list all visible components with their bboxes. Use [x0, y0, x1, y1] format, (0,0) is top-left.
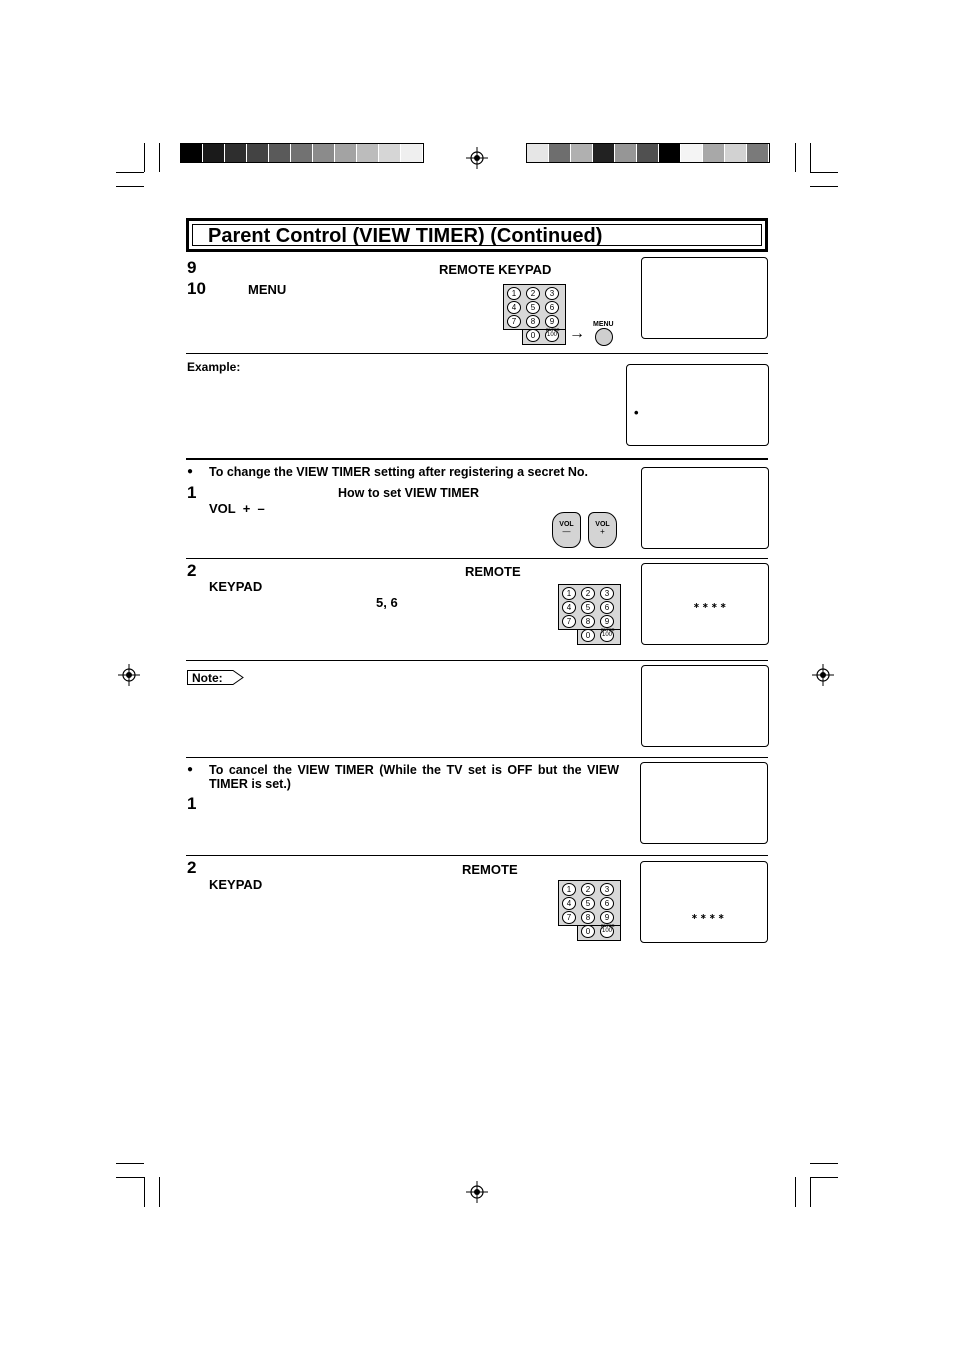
keypad-key-5[interactable]: 5	[581, 601, 595, 614]
vol-minus-sign: —	[562, 527, 571, 536]
secret-code-display: ∗ ∗ ∗ ∗	[693, 601, 727, 610]
cancel-heading-line-1: To cancel the VIEW TIMER (While the TV set is OFF but the VIEW	[209, 763, 619, 777]
color-bar-left	[180, 143, 424, 163]
keypad-key-0[interactable]: 0	[581, 925, 595, 938]
crop-mark	[116, 1177, 144, 1178]
example-label: Example:	[187, 360, 241, 374]
keypad-key-5[interactable]: 5	[581, 897, 595, 910]
secret-code-display: ∗ ∗ ∗ ∗	[691, 912, 725, 921]
crop-mark	[810, 186, 838, 187]
color-swatch	[269, 144, 291, 162]
vol-plus-button[interactable]	[588, 512, 617, 548]
tv-screen	[641, 665, 769, 747]
remote-keypad	[558, 584, 618, 644]
color-swatch	[379, 144, 401, 162]
color-swatch	[703, 144, 725, 162]
keypad-key-8[interactable]: 8	[581, 615, 595, 628]
keypad-key-9[interactable]: 9	[600, 615, 614, 628]
color-swatch	[549, 144, 571, 162]
keypad-key-100[interactable]: 100	[600, 629, 614, 642]
crop-mark	[159, 1177, 160, 1207]
registration-target-icon	[466, 1181, 488, 1203]
cancel-heading-line-2: TIMER is set.)	[209, 777, 291, 791]
keypad-key-3[interactable]: 3	[600, 587, 614, 600]
remote-label: REMOTE	[462, 862, 518, 877]
color-swatch	[335, 144, 357, 162]
color-swatch	[747, 144, 769, 162]
keypad-label: KEYPAD	[209, 579, 263, 594]
keypad-key-7[interactable]: 7	[562, 615, 576, 628]
keypad-key-100[interactable]: 100	[600, 925, 614, 938]
crop-mark	[810, 172, 838, 173]
steps-reference: 5, 6	[376, 595, 398, 610]
tv-screen	[641, 563, 769, 645]
crop-mark	[116, 186, 144, 187]
color-bar-right	[526, 143, 770, 163]
remote-keypad	[558, 880, 618, 940]
tv-screen	[640, 861, 768, 943]
remote-label: REMOTE	[465, 564, 521, 579]
crop-mark	[159, 143, 160, 172]
color-swatch	[571, 144, 593, 162]
vol-plus-sign: +	[600, 527, 605, 536]
color-swatch	[527, 144, 549, 162]
divider	[186, 353, 768, 354]
keypad-key-4[interactable]: 4	[562, 601, 576, 614]
keypad-key-4[interactable]: 4	[507, 301, 521, 314]
tv-screen	[626, 364, 769, 446]
keypad-key-0[interactable]: 0	[581, 629, 595, 642]
crop-mark	[810, 1177, 838, 1178]
step-1-reference: How to set VIEW TIMER	[338, 486, 479, 500]
tv-screen	[641, 257, 768, 339]
tv-screen	[640, 762, 768, 844]
color-swatch	[247, 144, 269, 162]
bullet: ●	[187, 764, 194, 775]
keypad-key-3[interactable]: 3	[545, 287, 559, 300]
registration-target-icon	[118, 664, 140, 686]
enter-label: ENTER	[601, 923, 615, 928]
crop-mark	[144, 1177, 145, 1207]
keypad-key-6[interactable]: 6	[600, 897, 614, 910]
bullet: ●	[187, 466, 194, 477]
color-swatch	[225, 144, 247, 162]
note-tag	[187, 670, 243, 685]
crop-mark	[116, 172, 144, 173]
crop-mark	[795, 143, 796, 172]
divider	[186, 855, 768, 856]
step-1-number: 1	[187, 483, 197, 502]
color-swatch	[357, 144, 379, 162]
remote-keypad-label: REMOTE KEYPAD	[439, 262, 552, 277]
color-swatch	[291, 144, 313, 162]
keypad-key-1[interactable]: 1	[562, 587, 576, 600]
registration-target-icon	[466, 147, 488, 169]
divider	[186, 757, 768, 758]
note-label: Note:	[192, 671, 223, 685]
color-swatch	[615, 144, 637, 162]
divider	[186, 660, 768, 661]
enter-label: ENTER	[601, 627, 615, 632]
keypad-key-8[interactable]: 8	[581, 911, 595, 924]
crop-mark	[795, 1177, 796, 1207]
color-swatch	[593, 144, 615, 162]
color-swatch	[313, 144, 335, 162]
color-swatch	[659, 144, 681, 162]
keypad-key-9[interactable]: 9	[600, 911, 614, 924]
remote-keypad	[503, 284, 563, 344]
crop-mark	[810, 1163, 838, 1164]
step-1-number: 1	[187, 794, 197, 813]
vol-plus-label: VOL	[595, 521, 610, 528]
arrow-icon: →	[569, 325, 585, 342]
color-swatch	[181, 144, 203, 162]
screen-bullet: •	[634, 405, 639, 420]
crop-mark	[810, 143, 811, 172]
tv-screen	[641, 467, 769, 549]
page-title-box	[186, 218, 768, 252]
keypad-key-7[interactable]: 7	[562, 911, 576, 924]
step-1-vol: VOL + –	[209, 501, 265, 516]
vol-minus-label: VOL	[559, 521, 574, 528]
keypad-key-8[interactable]: 8	[526, 315, 540, 328]
keypad-key-4[interactable]: 4	[562, 897, 576, 910]
keypad-key-1[interactable]: 1	[562, 883, 576, 896]
keypad-key-1[interactable]: 1	[507, 287, 521, 300]
enter-label: ENTER	[546, 327, 560, 332]
keypad-key-5[interactable]: 5	[526, 301, 540, 314]
color-swatch	[637, 144, 659, 162]
keypad-key-6[interactable]: 6	[600, 601, 614, 614]
keypad-key-2[interactable]: 2	[526, 287, 540, 300]
menu-button[interactable]	[595, 328, 613, 346]
color-swatch	[203, 144, 225, 162]
step-10-number: 10	[187, 279, 206, 298]
keypad-key-2[interactable]: 2	[581, 587, 595, 600]
vol-minus-button[interactable]	[552, 512, 581, 548]
keypad-key-3[interactable]: 3	[600, 883, 614, 896]
keypad-key-0[interactable]: 0	[526, 329, 540, 342]
keypad-key-9[interactable]: 9	[545, 315, 559, 328]
menu-button-label: MENU	[593, 321, 614, 328]
menu-label: MENU	[248, 282, 287, 297]
keypad-key-100[interactable]: 100	[545, 329, 559, 342]
divider	[186, 458, 768, 460]
crop-mark	[116, 1163, 144, 1164]
keypad-key-6[interactable]: 6	[545, 301, 559, 314]
step-2-number: 2	[187, 858, 197, 877]
registration-target-icon	[812, 664, 834, 686]
keypad-key-2[interactable]: 2	[581, 883, 595, 896]
step-2-number: 2	[187, 561, 197, 580]
color-swatch	[401, 144, 423, 162]
color-swatch	[725, 144, 747, 162]
keypad-key-7[interactable]: 7	[507, 315, 521, 328]
page-title: Parent Control (VIEW TIMER) (Continued)	[208, 225, 603, 247]
step-9-number: 9	[187, 258, 197, 277]
change-heading: To change the VIEW TIMER setting after registering a secret No.	[209, 465, 589, 479]
color-swatch	[681, 144, 703, 162]
divider	[186, 558, 768, 559]
crop-mark	[144, 143, 145, 172]
keypad-label: KEYPAD	[209, 877, 263, 892]
crop-mark	[810, 1177, 811, 1207]
